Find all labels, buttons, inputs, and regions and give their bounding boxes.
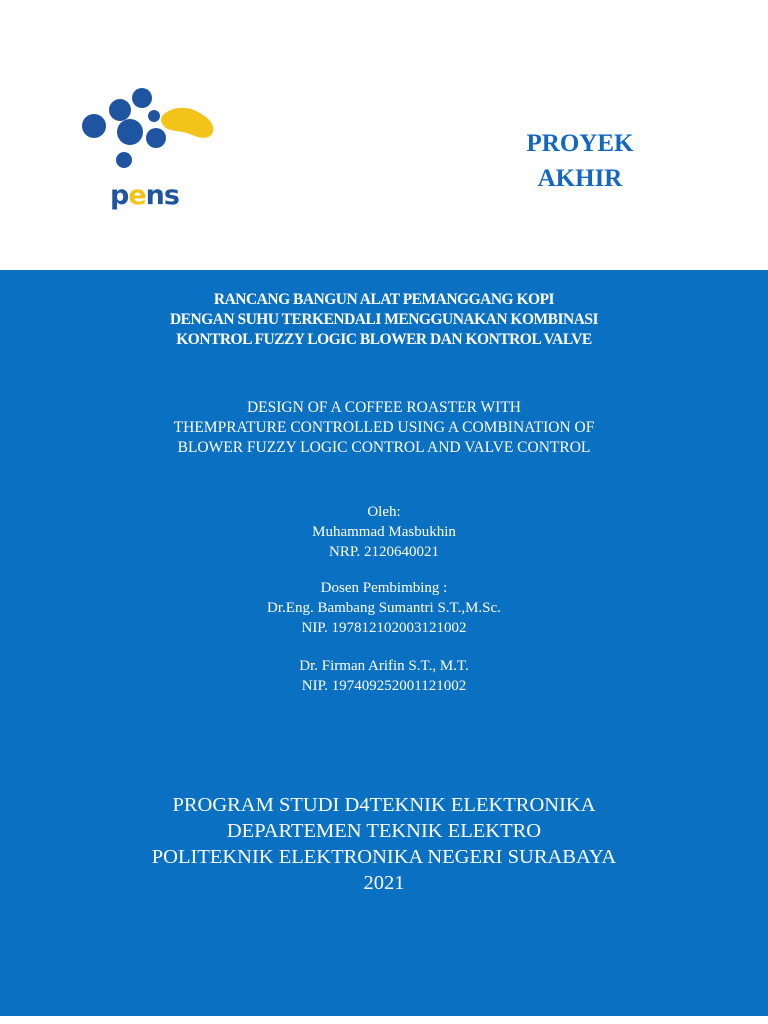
logo-dot-icon [148, 110, 160, 122]
author-name: Muhammad Masbukhin [312, 524, 456, 540]
title-indonesian-line: KONTROL FUZZY LOGIC BLOWER DAN KONTROL VALVE [176, 331, 592, 348]
supervisor-label: Dosen Pembimbing : [320, 580, 448, 596]
cover-panel [0, 270, 768, 1016]
author-label: Oleh: [367, 504, 401, 520]
document-type-line: PROYEK [526, 130, 634, 157]
title-indonesian-line: RANCANG BANGUN ALAT PEMANGGANG KOPI [213, 291, 555, 308]
logo-dot-icon [132, 88, 152, 108]
supervisor-second-name: Dr. Firman Arifin S.T., M.T. [299, 658, 469, 674]
supervisor-first-name: Dr.Eng. Bambang Sumantri S.T.,M.Sc. [267, 600, 501, 616]
author-block [0, 502, 768, 562]
logo-wing-icon [161, 108, 213, 138]
logo-dot-icon [116, 152, 132, 168]
supervisor-block [0, 578, 768, 638]
institution-name: POLITEKNIK ELEKTRONIKA NEGERI SURABAYA [151, 846, 617, 868]
title-english-line: THEMPRATURE CONTROLLED USING A COMBINATION OF [173, 419, 595, 436]
pens-wordmark: pens [110, 180, 179, 211]
supervisor-second-nip: NIP. 197409252001121002 [301, 678, 467, 694]
pens-logo-mark [80, 86, 220, 181]
department: DEPARTEMEN TEKNIK ELEKTRO [226, 820, 542, 842]
author-nrp: NRP. 2120640021 [328, 544, 440, 560]
document-type-heading [500, 126, 660, 196]
logo-dot-icon [109, 99, 131, 121]
cover-header [0, 0, 768, 270]
document-type-line: AKHIR [537, 165, 623, 192]
logo-dot-icon [117, 119, 143, 145]
title-indonesian-line: DENGAN SUHU TERKENDALI MENGGUNAKAN KOMBINASI [169, 311, 599, 328]
study-program: PROGRAM STUDI D4TEKNIK ELEKTRONIKA [172, 794, 596, 816]
title-indonesian [0, 290, 768, 350]
title-english-line: BLOWER FUZZY LOGIC CONTROL AND VALVE CONTROL [177, 439, 591, 456]
title-english-line: DESIGN OF A COFFEE ROASTER WITH [246, 399, 521, 416]
supervisor-second-block [0, 656, 768, 696]
logo-dot-icon [82, 114, 106, 138]
title-english [0, 398, 768, 458]
supervisor-first-nip: NIP. 197812102003121002 [301, 620, 467, 636]
year: 2021 [363, 872, 405, 894]
institution-block [0, 792, 768, 896]
logo-dot-icon [146, 128, 166, 148]
pens-logo [80, 86, 220, 216]
